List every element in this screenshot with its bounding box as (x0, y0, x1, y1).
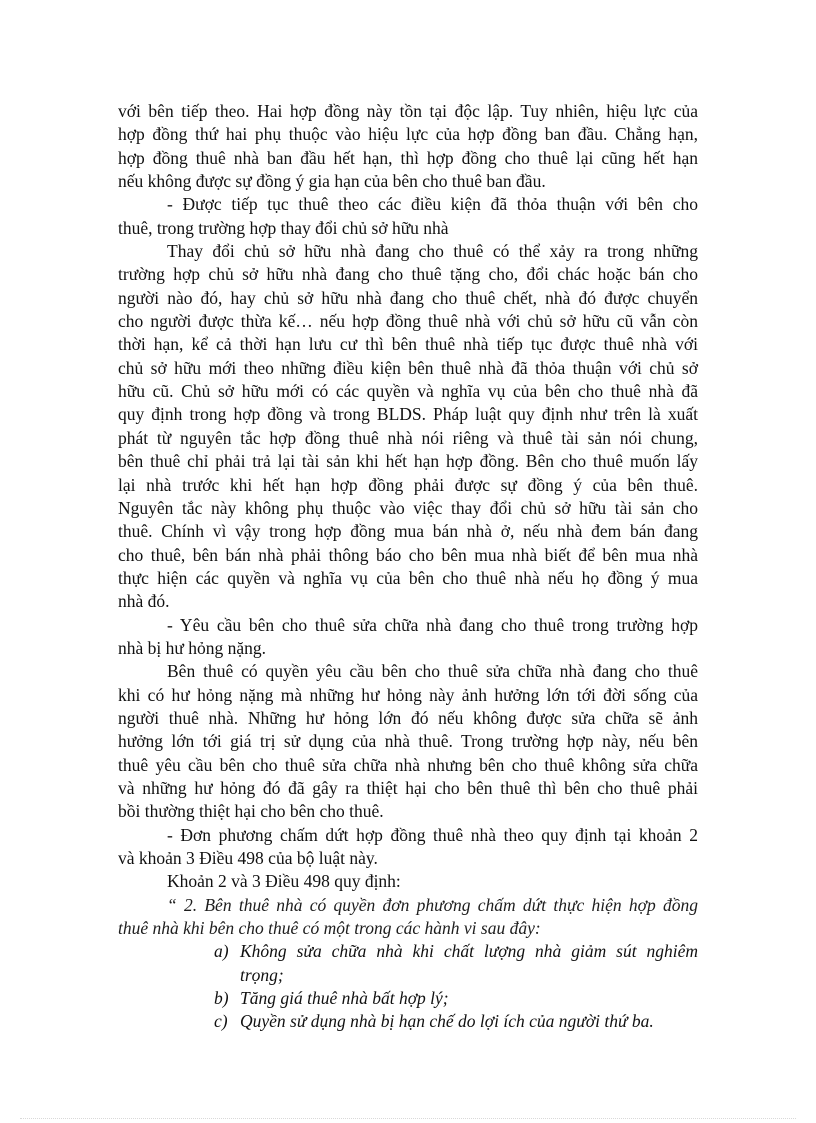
body-line: thuê. Chính vì vậy trong hợp đồng mua bán nhà ở, nếu nhà đem bán đang (118, 521, 698, 542)
list-item (118, 940, 698, 963)
bullet-heading-line: - Yêu cầu bên cho thuê sửa chữa nhà đang cho thuê trong trường hợp (167, 614, 698, 635)
list-item-continuation: trọng; (240, 964, 284, 985)
list-item (118, 1010, 698, 1033)
body-line: hợp đồng thứ hai phụ thuộc vào hiệu lực của hợp đồng ban đầu. Chẳng hạn, (118, 124, 698, 145)
list-item-text: Quyền sử dụng nhà bị hạn chế do lợi ích của người thứ ba. (240, 1011, 654, 1032)
list-marker: c) (214, 1011, 228, 1032)
bullet-heading-line: và khoản 3 Điều 498 của bộ luật này. (118, 848, 378, 868)
list-item-text: Không sửa chữa nhà khi chất lượng nhà giảm sút nghiêm (240, 941, 698, 962)
body-line: nếu không được sự đồng ý gia hạn của bên cho thuê ban đầu. (118, 171, 546, 192)
paragraph-first-line: Khoản 2 và 3 Điều 498 quy định: (167, 871, 401, 892)
body-line: quy định trong hợp đồng và trong BLDS. Pháp luật quy định như trên là xuất (118, 404, 698, 425)
bullet-heading-line: - Được tiếp tục thuê theo các điều kiện đã thỏa thuận với bên cho (167, 194, 698, 215)
body-line: hưởng lớn tới giá trị sử dụng của nhà thuê. Trong trường hợp này, nếu bên (118, 731, 698, 752)
quote-line: “ 2. Bên thuê nhà có quyền đơn phương chấm dứt thực hiện hợp đồng (167, 894, 698, 915)
body-line: thuê yêu cầu bên cho thuê sửa chữa nhà nhưng bên cho thuê không sửa chữa (118, 754, 698, 775)
list-item-text: Tăng giá thuê nhà bất hợp lý; (240, 988, 449, 1009)
body-line: thực hiện các quyền và nghĩa vụ của bên cho thuê nhà nếu họ đồng ý mua (118, 567, 698, 588)
page-bottom-rule (20, 1118, 796, 1119)
body-line: hữu cũ. Chủ sở hữu mới có các quyền và nghĩa vụ của bên cho thuê nhà đã (118, 381, 698, 402)
body-line: người nào đó, hay chủ sở hữu nhà đang cho thuê chết, nhà đó được chuyển (118, 287, 698, 308)
body-line: thời hạn, kể cả thời hạn lưu cư thì bên thuê nhà tiếp tục được thuê nhà với (118, 334, 698, 355)
body-line: người thuê nhà. Những hư hỏng lớn đó nếu không được sửa chữa sẽ ảnh (118, 707, 698, 728)
body-line: hợp đồng thuê nhà ban đầu hết hạn, thì hợp đồng cho thuê lại cũng hết hạn (118, 147, 698, 168)
bullet-heading-line: - Đơn phương chấm dứt hợp đồng thuê nhà theo quy định tại khoản 2 (167, 824, 698, 845)
list-item (118, 987, 698, 1010)
body-line: và những hư hỏng đó đã gây ra thiệt hại cho bên thuê thì bên cho thuê phải (118, 777, 698, 798)
body-line: cho thuê, bên bán nhà phải thông báo cho bên mua nhà biết để bên mua nhà (118, 544, 698, 565)
document-page (118, 100, 698, 1034)
body-line: phát từ nguyên tắc hợp đồng thuê nhà nói riêng và thuê tài sản nói chung, (118, 427, 698, 448)
list-marker: a) (214, 941, 229, 962)
body-line: bồi thường thiệt hại cho bên cho thuê. (118, 801, 384, 822)
body-line: lại nhà trước khi hết hạn hợp đồng phải được sự đồng ý của bên thuê. (118, 474, 698, 495)
body-line: khi có hư hỏng nặng mà những hư hỏng này ảnh hưởng lớn tới đời sống của (118, 684, 698, 705)
body-line: với bên tiếp theo. Hai hợp đồng này tồn tại độc lập. Tuy nhiên, hiệu lực của (118, 101, 698, 121)
body-line: Nguyên tắc này không phụ thuộc vào việc thay đổi chủ sở hữu tài sản cho (118, 497, 698, 518)
paragraph-first-line: Bên thuê có quyền yêu cầu bên cho thuê sửa chữa nhà đang cho thuê (167, 661, 698, 682)
body-line: nhà đó. (118, 591, 170, 612)
body-line: cho người được thừa kế… nếu hợp đồng thuê nhà với chủ sở hữu cũ vẫn còn (118, 311, 698, 332)
list-marker: b) (214, 988, 229, 1009)
body-line: bên thuê chỉ phải trả lại tài sản khi hết hạn hợp đồng. Bên cho thuê muốn lấy (118, 451, 698, 472)
body-line: chủ sở hữu mới theo những điều kiện bên thuê nhà đã thỏa thuận với chủ sở (118, 357, 698, 378)
body-line: trường hợp chủ sở hữu nhà đang cho thuê tặng cho, đổi chác hoặc bán cho (118, 264, 698, 285)
paragraph-first-line: Thay đổi chủ sở hữu nhà đang cho thuê có thể xảy ra trong những (167, 241, 698, 262)
bullet-heading-line: thuê, trong trường hợp thay đổi chủ sở hữu nhà (118, 217, 449, 238)
quote-line: thuê nhà khi bên cho thuê có một trong các hành vi sau đây: (118, 918, 541, 939)
bullet-heading-line: nhà bị hư hỏng nặng. (118, 637, 267, 658)
